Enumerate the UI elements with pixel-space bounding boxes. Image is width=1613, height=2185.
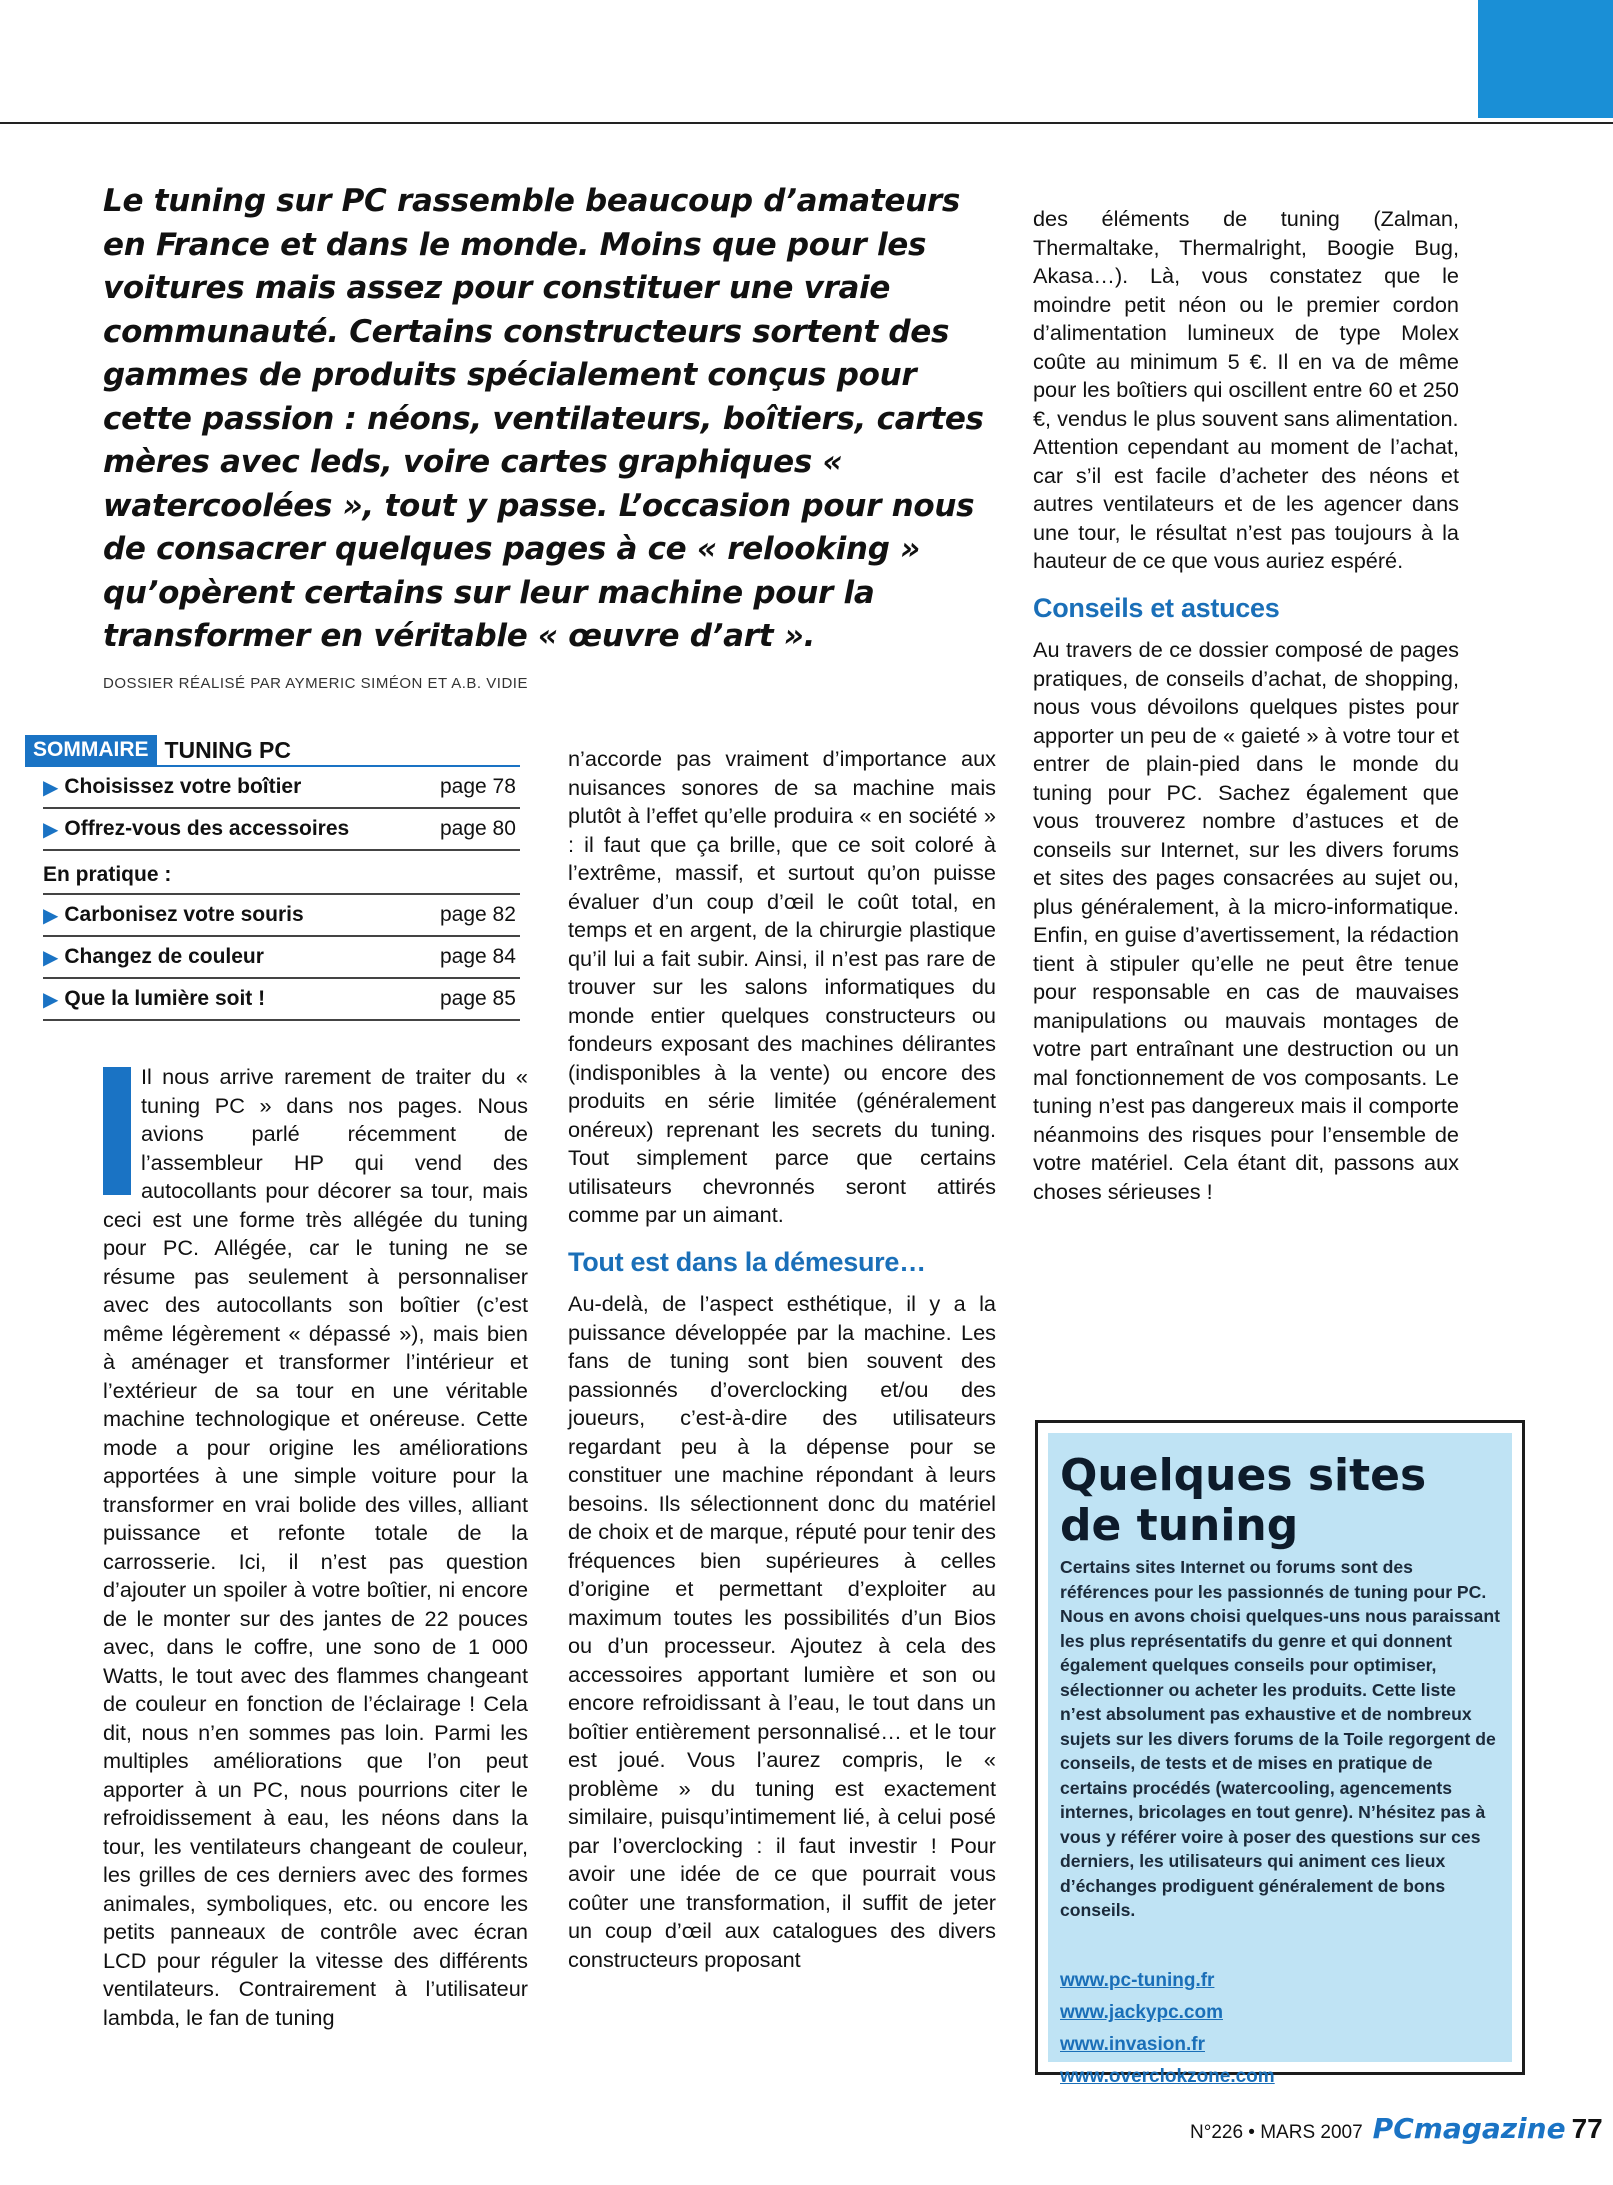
body-text: Il nous arrive rarement de traiter du « tuning PC » dans nos pages. Nous avions parlé récemment de l’assembleur HP qui vend des autocollants pour décorer sa tour, mais ceci est une forme très allégée du tuning pour PC. Allégée, car le tuning ne se résume pas seulement à personnaliser avec des autocollants son boîtier (c’est même légèrement « dépassé »), mais bien à aménager et transformer l’intérieur et l’extérieur de sa tour en une véritable machine technologique et onéreuse. Cette mode a pour origine les améliorations apportées à une simple voiture pour la transformer en vrai bolide des villes, alliant puissance et refonte totale de la carrosserie. Ici, il n’est pas question d’ajouter un spoiler à votre boîtier, ni encore de le monter sur des jantes de 22 pouces avec, dans le coffre, une sono de 1 000 Watts, le tout avec des flammes changeant de couleur en fonction de l’éclairage ! Cela dit, nous n’en sommes pas loin. Parmi les multiples améliorations que l’on peut apporter à un PC, nous pourrions citer le refroidissement à eau, les néons dans la tour, les ventilateurs changeant de couleur, les grilles de ces derniers avec des formes animales, symboliques, etc. ou encore les petits panneaux de contrôle avec écran LCD pour réguler la vitesse des différents ventilateurs. Contrairement à l’utilisateur lambda, le fan de tuning xyxy=(103,1064,528,2030)
triangle-icon: ▶ xyxy=(43,988,59,1011)
toc-item-page: page 85 xyxy=(440,987,516,1010)
section-heading: Tout est dans la démesure… xyxy=(568,1246,926,1277)
toc-item[interactable] xyxy=(43,809,520,851)
toc-label: SOMMAIRE xyxy=(25,735,157,765)
issue-info: N°226 • MARS 2007 xyxy=(1190,2122,1363,2143)
sites-box-background xyxy=(1048,1433,1512,2087)
sites-box xyxy=(1035,1420,1525,2087)
site-link[interactable]: www.jackypc.com xyxy=(1060,2002,1223,2023)
article-column-1 xyxy=(103,1063,528,2032)
body-text: Attention cependant au moment de l’achat, car s’il est facile d’acheter des néons et autres ventilateurs et de les agencer dans une tour, le résultat n’est pas toujours à la hauteur de ce que vous auriez espéré. xyxy=(1033,434,1459,573)
header-rule xyxy=(0,122,1613,124)
sites-title xyxy=(1060,1451,1426,1551)
triangle-icon: ▶ xyxy=(43,776,59,799)
site-link[interactable]: www.pc-tuning.fr xyxy=(1060,1970,1215,1991)
intro-paragraph: Le tuning sur PC rassemble beaucoup d’amateurs en France et dans le monde. Moins que pour les voitures mais assez pour constituer une vraie communauté. Certains constructeurs sortent des gammes de produits spécialement conçus pour cette passion : néons, ventilateurs, boîtiers, cartes mères avec leds, voire cartes graphiques « watercoolées », tout y passe. L’occasion pour nous de consacrer quelques pages à ce « relooking » qu’opèrent certains sur leur machine pour la transformer en véritable « œuvre d’art ». xyxy=(103,183,984,654)
toc-item-page: page 82 xyxy=(440,903,516,926)
site-link[interactable]: www.overclokzone.com xyxy=(1060,2066,1275,2087)
toc-subheading: En pratique : xyxy=(43,851,520,895)
toc-item[interactable] xyxy=(43,895,520,937)
sites-link-list xyxy=(1060,1965,1275,2093)
site-link[interactable]: www.invasion.fr xyxy=(1060,2034,1205,2055)
toc-item-page: page 84 xyxy=(440,945,516,968)
page-number: 77 xyxy=(1571,2113,1603,2144)
byline: DOSSIER RÉALISÉ PAR AYMERIC SIMÉON ET A.B. VIDIE xyxy=(103,675,528,692)
table-of-contents xyxy=(25,735,520,1021)
triangle-icon: ▶ xyxy=(43,904,59,927)
toc-item-label: Changez de couleur xyxy=(64,945,264,968)
section-heading: Conseils et astuces xyxy=(1033,592,1280,623)
section-tab xyxy=(1478,0,1613,118)
body-text: n’accorde pas vraiment d’importance aux nuisances sonores de sa machine mais plutôt à l’effet qu’elle produira « en société » : il faut que ça brille, que ce soit coloré à l’extrême, massif, et surtout qu’on puisse évaluer d’un coup d’œil le coût total, en temps et en argent, de la chirurgie plastique qu’il lui a fait subir. Ainsi, il n’est pas rare de trouver sur les salons informatiques du monde entier quelques constructeurs ou fondeurs exposant des machines délirantes (indisponibles à la vente) ou encore des produits en série limitée (généralement onéreux) reprenant les secrets du tuning. Tout simplement parce que certains utilisateurs chevronnés seront attirés comme par un aimant. xyxy=(568,746,996,1227)
sites-title-line: Quelques sites xyxy=(1060,1450,1427,1501)
toc-item-label: Offrez-vous des accessoires xyxy=(64,817,350,840)
toc-item[interactable] xyxy=(43,937,520,979)
toc-item-label: Choisissez votre boîtier xyxy=(64,775,302,798)
toc-header xyxy=(25,735,520,767)
body-text: Au-delà, de l’aspect esthétique, il y a la puissance développée par la machine. Les fans de tuning sont bien souvent des passionnés d’overclocking et/ou des joueurs, c’est-à-dire des utilisateurs regardant peu à la dépense pour se constituer une machine répondant à leurs besoins. Ils sélectionnent donc du matériel de choix et de marque, réputé pour tenir des fréquences bien supérieures à celles d’origine et permettant d’exploiter au maximum toutes les possibilités d’un Bios ou d’un processeur. Ajoutez à cela des accessoires apportant lumière et son ou encore refroidissant à l’eau, le tout dans un boîtier entièrement personnalisé… et le tour est joué. Vous l’aurez compris, le « problème » du tuning est exactement similaire, puisqu’intimement lié, à celui posé par l’overclocking : il faut investir ! Pour avoir une idée de ce que pourrait vous coûter une transformation, il suffit de jeter un coup d’œil aux catalogues des divers constructeurs proposant xyxy=(568,1291,996,1972)
drop-cap xyxy=(103,1067,131,1195)
toc-item-page: page 80 xyxy=(440,817,516,840)
toc-item[interactable] xyxy=(43,979,520,1021)
magazine-logo: PCmagazine xyxy=(1372,2112,1566,2145)
toc-item-label: Que la lumière soit ! xyxy=(64,987,266,1010)
toc-item-page: page 78 xyxy=(440,775,516,798)
toc-title: TUNING PC xyxy=(164,736,291,763)
sites-description: Certains sites Internet ou forums sont des références pour les passionnés de tuning pour PC. Nous en avons choisi quelques-uns nous paraissant les plus représentatifs du genre et qui donnent également quelques conseils pour optimiser, sélectionner ou acheter les produits. Cette liste n’est absolument pas exhaustive et de nombreux sujets sur les divers forums de la Toile regorgent de conseils, de tests et de mises en pratique de certains procédés (watercooling, agencements internes, bricolages en tout genre). N’hésitez pas à vous y référer voire à poser des questions sur ces derniers, les utilisateurs qui animent ces lieux d’échanges prodiguent généralement de bons conseils. xyxy=(1060,1557,1500,1920)
triangle-icon: ▶ xyxy=(43,946,59,969)
toc-item-label: Carbonisez votre souris xyxy=(64,903,304,926)
article-column-2 xyxy=(568,745,996,1974)
page-footer xyxy=(1190,2112,1603,2145)
body-text: des éléments de tuning (Zalman, Thermaltake, Thermalright, Boogie Bug, Akasa…). Là, vous constatez que le moindre petit néon ou le premier cordon d’alimentation lumineux de type Molex coûte au minimum 5 €. Il en va de même pour les boîtiers qui oscillent entre 60 et 250 €, vendus le plus souvent sans alimentation. xyxy=(1033,206,1459,431)
article-column-3 xyxy=(1033,205,1459,1206)
sites-title-line: de tuning xyxy=(1060,1500,1299,1551)
triangle-icon: ▶ xyxy=(43,818,59,841)
body-text: Au travers de ce dossier composé de pages pratiques, de conseils d’achat, de shopping, nous vous dévoilons quelques pistes pour apporter un peu de « gaieté » à votre tour et entrer de plain-pied dans le monde du tuning pour PC. Sachez également que vous trouverez nombre d’astuces et de conseils sur Internet, sur les divers forums et sites des pages consacrées au sujet ou, plus généralement, à la micro-informatique. Enfin, en guise d’avertissement, la rédaction tient à stipuler qu’elle ne peut être tenue pour responsable en cas de mauvaises manipulations ou mauvais montages de votre part entraînant une destruction ou un mal fonctionnement de vos composants. Le tuning n’est pas dangereux mais il comporte néanmoins des risques pour l’ensemble de votre matériel. Cela étant dit, passons aux choses sérieuses ! xyxy=(1033,637,1459,1204)
toc-item[interactable] xyxy=(43,767,520,809)
